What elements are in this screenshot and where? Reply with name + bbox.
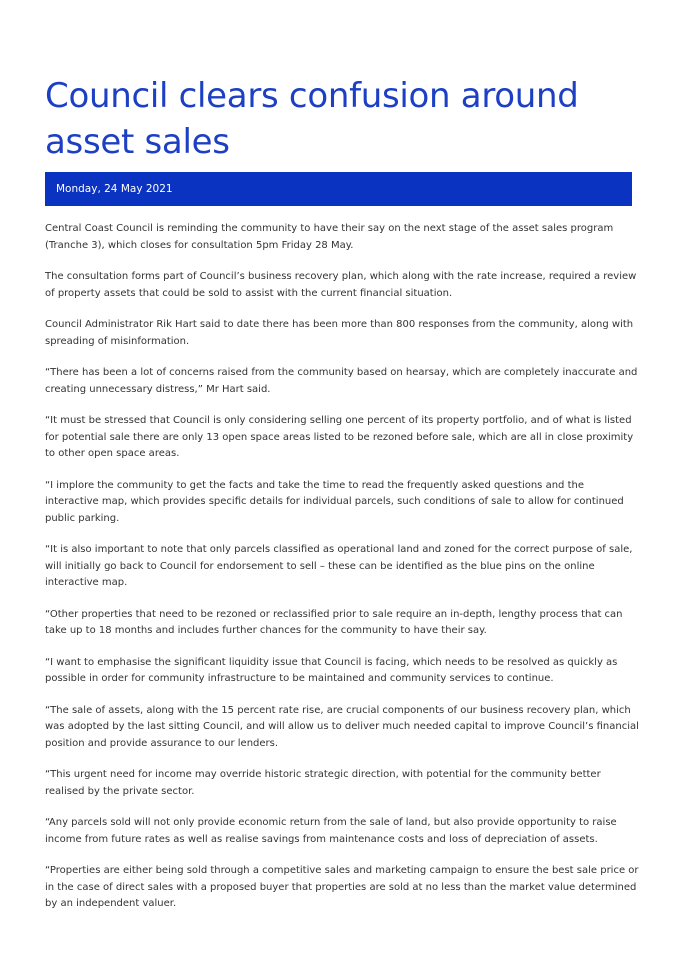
article-paragraph: “I want to emphasise the significant liquidity issue that Council is facing, which needs to be resolved as quickly as possible in order for community infrastructure to be maintained and community services to continue.	[45, 656, 618, 684]
article-paragraph: Central Coast Council is reminding the community to have their say on the next stage of the asset sales program (Tranche 3), which closes for consultation 5pm Friday 28 May.	[45, 223, 614, 251]
article-paragraph: “Any parcels sold will not only provide economic return from the sale of land, but also provide opportunity to raise income from future rates as well as realise savings from maintenance costs and loss of depreciation of assets.	[45, 817, 617, 845]
article-paragraph: “Other properties that need to be rezoned or reclassified prior to sale require an in-depth, lengthy process that can take up to 18 months and includes further chances for the community to have their say.	[45, 608, 623, 636]
article-paragraph: “The sale of assets, along with the 15 percent rate rise, are crucial components of our business recovery plan, which was adopted by the last sitting Council, and will allow us to deliver much needed capital to improve Council’s financial position and provide assurance to our lenders.	[45, 704, 639, 749]
publish-date: Monday, 24 May 2021	[56, 183, 173, 195]
article-paragraph: “It must be stressed that Council is only considering selling one percent of its property portfolio, and of what is listed for potential sale there are only 13 open space areas listed to be rezoned before sale, which are all in close proximity to other open space areas.	[45, 415, 634, 459]
article-body	[45, 221, 640, 928]
article-paragraph: Council Administrator Rik Hart said to date there has been more than 800 responses from the community, along with spreading of misinformation.	[45, 319, 634, 347]
article-paragraph: “It is also important to note that only parcels classified as operational land and zoned for the correct purpose of sale, will initially go back to Council for endorsement to sell – these can be identified as the blue pins on the online interactive map.	[45, 544, 633, 588]
article-paragraph: “I implore the community to get the facts and take the time to read the frequently asked questions and the interactive map, which provides specific details for individual parcels, such conditions of sale to allow for continued public parking.	[45, 479, 624, 524]
page-title: Council clears confusion around asset sales	[45, 76, 579, 162]
date-banner	[45, 172, 632, 206]
article-paragraph: “Properties are either being sold through a competitive sales and marketing campaign to ensure the best sale price or in the case of direct sales with a proposed buyer that properties are sold at no less than the market value determined by an independent valuer.	[45, 865, 639, 909]
article-paragraph: “This urgent need for income may override historic strategic direction, with potential for the community better realised by the private sector.	[45, 769, 601, 797]
article-paragraph: “There has been a lot of concerns raised from the community based on hearsay, which are completely inaccurate and creating unnecessary distress,” Mr Hart said.	[45, 367, 638, 395]
article-paragraph: The consultation forms part of Council’s business recovery plan, which along with the rate increase, required a review of property assets that could be sold to assist with the current financial situation.	[45, 271, 637, 299]
